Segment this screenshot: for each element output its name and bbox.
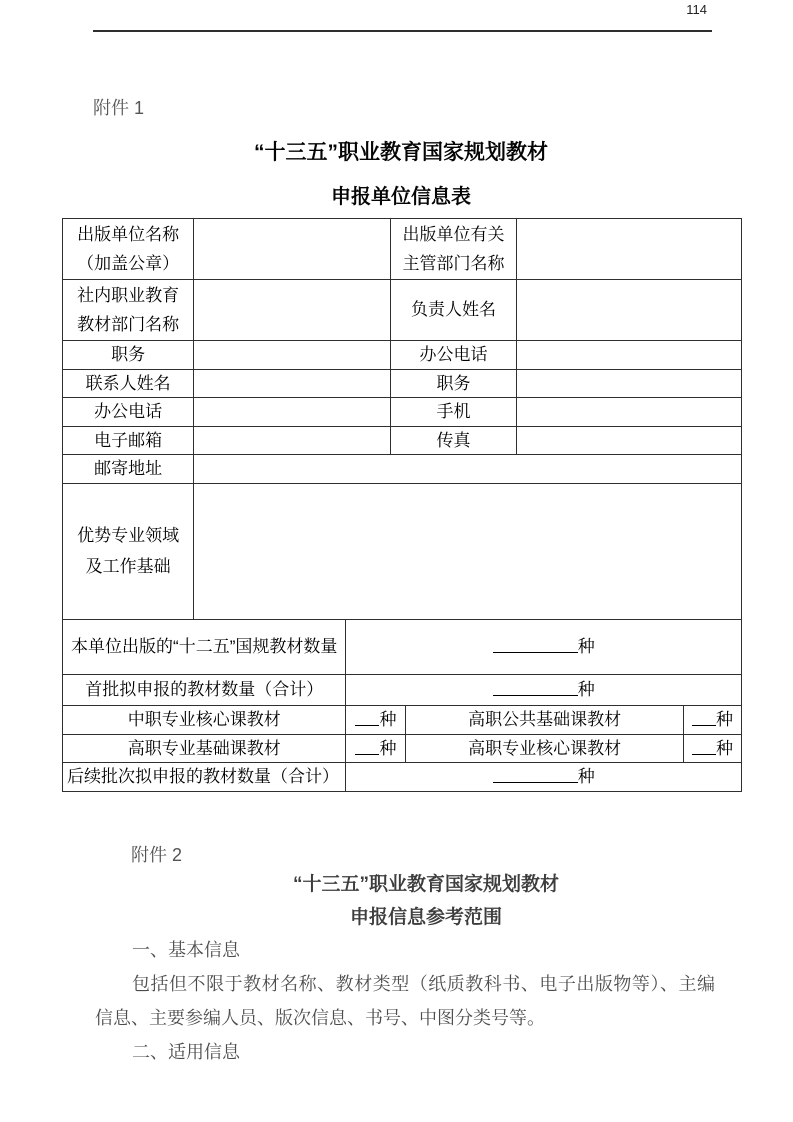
table-row — [63, 398, 742, 427]
head-office-phone-label: 办公电话 — [391, 341, 516, 370]
blank-line[interactable] — [355, 722, 379, 726]
head-name-label: 负责人姓名 — [391, 280, 516, 341]
contact-email-label: 电子邮箱 — [63, 426, 194, 455]
higher-specialty-basic-count-value[interactable] — [346, 734, 406, 763]
mailing-address-label: 邮寄地址 — [63, 455, 194, 484]
unit-label: 种 — [715, 738, 733, 758]
first-batch-count-value[interactable] — [346, 674, 742, 705]
table-row — [63, 426, 742, 455]
twelfth-plan-count-value[interactable] — [346, 619, 742, 674]
blank-line[interactable] — [692, 751, 716, 755]
table-row — [63, 763, 742, 792]
publisher-name-label: 出版单位名称 （加盖公章） — [63, 219, 194, 280]
header-rule — [93, 30, 712, 32]
fax-label: 传真 — [391, 426, 516, 455]
higher-public-basic-count-label: 高职公共基础课教材 — [406, 705, 683, 734]
secondary-core-count-value[interactable] — [346, 705, 406, 734]
attachment2-subtitle: 申报信息参考范围 — [349, 907, 502, 928]
head-duty-value[interactable] — [194, 341, 391, 370]
table-row — [63, 280, 742, 341]
advantage-fields-value[interactable] — [194, 483, 742, 619]
attachment1-label: 附件 1 — [93, 98, 145, 118]
unit-label: 种 — [715, 709, 733, 729]
subsequent-batch-count-label: 后续批次拟申报的教材数量（合计） — [63, 763, 346, 792]
section1-heading: 一、基本信息 — [132, 940, 240, 960]
contact-mobile-value[interactable] — [516, 398, 741, 427]
blank-line[interactable] — [692, 722, 716, 726]
voced-dept-label: 社内职业教育 教材部门名称 — [63, 280, 194, 341]
blank-line[interactable] — [493, 779, 578, 783]
table-row — [63, 619, 742, 674]
higher-specialty-basic-count-label: 高职专业基础课教材 — [63, 734, 346, 763]
supervisor-dept-value[interactable] — [516, 219, 741, 280]
blank-line[interactable] — [493, 649, 578, 653]
attachment1-title: “十三五”职业教育国家规划教材 — [254, 141, 548, 164]
contact-duty-label: 职务 — [391, 369, 516, 398]
table-row — [63, 705, 742, 734]
head-office-phone-value[interactable] — [516, 341, 741, 370]
attachment2-body — [95, 933, 715, 1069]
head-duty-label: 职务 — [63, 341, 194, 370]
twelfth-plan-count-label: 本单位出版的“十二五”国规教材数量 — [63, 619, 346, 674]
subsequent-batch-count-value[interactable] — [346, 763, 742, 792]
table-row — [63, 674, 742, 705]
table-row — [63, 369, 742, 398]
first-batch-count-label: 首批拟申报的教材数量（合计） — [63, 674, 346, 705]
unit-label: 种 — [577, 636, 595, 656]
higher-specialty-core-count-label: 高职专业核心课教材 — [406, 734, 683, 763]
table-row — [63, 219, 742, 280]
section2-heading: 二、适用信息 — [132, 1042, 240, 1062]
table-row — [63, 341, 742, 370]
unit-label: 种 — [577, 767, 595, 786]
blank-line[interactable] — [355, 751, 379, 755]
page-number: 114 — [686, 2, 707, 17]
contact-name-value[interactable] — [194, 369, 391, 398]
head-name-value[interactable] — [516, 280, 741, 341]
fax-value[interactable] — [516, 426, 741, 455]
attachment2-label: 附件 2 — [131, 845, 183, 865]
advantage-fields-label: 优势专业领域 及工作基础 — [63, 483, 194, 619]
contact-mobile-label: 手机 — [391, 398, 516, 427]
supervisor-dept-label: 出版单位有关 主管部门名称 — [391, 219, 516, 280]
attachment1-subtitle: 申报单位信息表 — [331, 186, 471, 208]
contact-email-value[interactable] — [194, 426, 391, 455]
higher-specialty-core-count-value[interactable] — [683, 734, 741, 763]
blank-line[interactable] — [493, 692, 578, 696]
contact-office-phone-label: 办公电话 — [63, 398, 194, 427]
contact-office-phone-value[interactable] — [194, 398, 391, 427]
higher-public-basic-count-value[interactable] — [683, 705, 741, 734]
application-form-table — [62, 218, 742, 792]
publisher-name-value[interactable] — [194, 219, 391, 280]
voced-dept-value[interactable] — [194, 280, 391, 341]
table-row — [63, 734, 742, 763]
section1-body: 包括但不限于教材名称、教材类型（纸质教科书、电子出版物等）、主编信息、主要参编人员、版次信息、书号、中图分类号等。 — [95, 974, 715, 1028]
unit-label: 种 — [379, 709, 397, 729]
unit-label: 种 — [379, 738, 397, 758]
contact-name-label: 联系人姓名 — [63, 369, 194, 398]
table-row — [63, 455, 742, 484]
mailing-address-value[interactable] — [194, 455, 742, 484]
unit-label: 种 — [577, 679, 595, 699]
secondary-core-count-label: 中职专业核心课教材 — [63, 705, 346, 734]
contact-duty-value[interactable] — [516, 369, 741, 398]
attachment2-title: “十三五”职业教育国家规划教材 — [292, 874, 559, 895]
table-row — [63, 483, 742, 619]
